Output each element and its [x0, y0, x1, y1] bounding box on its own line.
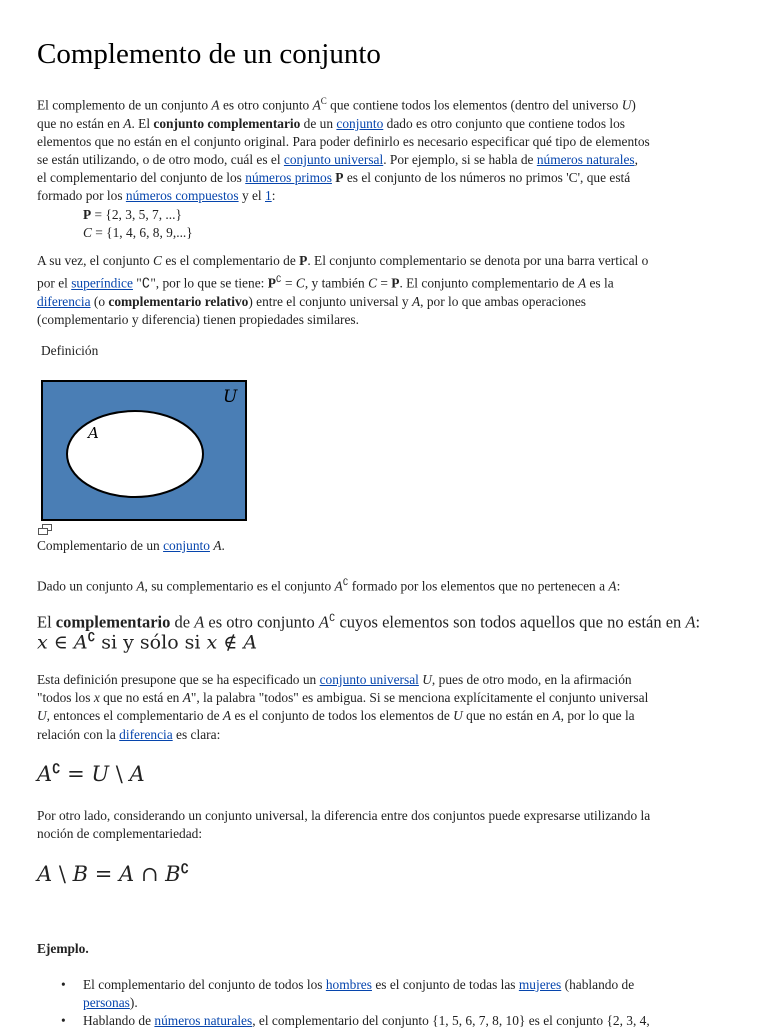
- notation-paragraph: [37, 252, 737, 329]
- intro-line-6: formado por los números compuestos y el 1:: [37, 188, 276, 204]
- set-p-definition: P = {2, 3, 5, 7, ...}: [83, 206, 182, 222]
- link-superindice[interactable]: superíndice: [71, 275, 133, 291]
- page-title: Complemento de un conjunto: [37, 38, 381, 70]
- universe-label: U: [223, 387, 238, 407]
- set-a-label: A: [88, 424, 99, 442]
- notation-line-3: diferencia (o complementario relativo) entre el conjunto universal y A, por lo que ambas operaciones: [37, 293, 586, 309]
- link-conjunto[interactable]: conjunto: [336, 115, 384, 131]
- intro-paragraph: [37, 92, 737, 242]
- link-numeros-compuestos[interactable]: números compuestos: [125, 188, 239, 204]
- notation-line-2: por el superíndice "∁", por lo que se tiene: P∁ = C, y también C = P. El conjunto complementario de A es la: [37, 274, 614, 291]
- set-c-definition: C = {1, 4, 6, 8, 9,...}: [83, 224, 193, 240]
- difference-paragraph: Por otro lado, considerando un conjunto universal, la diferencia entre dos conjuntos puede expresarse utilizando la noción de complementariedad:: [37, 808, 651, 842]
- intro-line-5: el complementario del conjunto de los números primos P es el conjunto de los números no primos 'C', que está: [37, 170, 631, 186]
- given-set-paragraph: Dado un conjunto A, su complementario es el conjunto A∁ formado por los elementos que no pertenecen a A:: [37, 577, 621, 594]
- link-hombres[interactable]: hombres: [325, 977, 372, 992]
- intro-line-3: elementos que no están en el conjunto original. Para poder definirlo es necesario especificar qué tipo de elementos: [37, 133, 650, 149]
- link-personas[interactable]: personas: [83, 995, 130, 1011]
- link-mujeres[interactable]: mujeres: [518, 977, 562, 992]
- notation-line-1: A su vez, el conjunto C es el complementario de P. El conjunto complementario se denota por una barra vertical o: [37, 253, 649, 268]
- link-diferencia[interactable]: diferencia: [37, 293, 91, 309]
- complement-formula: A∁ = U \ A: [37, 762, 145, 786]
- link-conjunto-universal[interactable]: conjunto universal: [283, 152, 384, 168]
- link-numeros-primos[interactable]: números primos: [245, 170, 332, 186]
- list-item: • Hablando de números naturales, el complementario del conjunto {1, 5, 6, 7, 8, 10} es el conjunto {2, 3, 4,: [37, 1012, 737, 1030]
- universal-set-paragraph: Esta definición presupone que se ha especificado un conjunto universal U, pues de otro modo, en la afirmación "todos los x que no está en A", la palabra "todos" es ambigua. Si se menciona explícitamente el conjunto universal U, entonces el complementario de A es el conjunto de todos los elementos de U que no están en A, por lo que la relación con la diferencia es clara:: [37, 672, 649, 742]
- notation-line-4: (complementario y diferencia) tienen propiedades similares.: [37, 312, 359, 328]
- figure-heading: Definición: [41, 343, 99, 358]
- example-heading: Ejemplo.: [37, 941, 89, 956]
- difference-formula: A \ B = A ∩ B∁: [37, 862, 189, 886]
- definition-statement: El complementario de A es otro conjunto A∁ cuyos elementos son todos aquellos que no están en A:: [37, 612, 701, 632]
- link-conjunto-caption[interactable]: conjunto: [163, 538, 210, 553]
- intro-line-2: que no están en A. El conjunto complementario de un conjunto dado es otro conjunto que contiene todos los: [37, 115, 626, 131]
- complement-venn-diagram: [41, 380, 251, 522]
- intro-line-1: El complemento de un conjunto A es otro conjunto $A^C$ que contiene todos los elementos (dentro del universo U): [37, 96, 636, 113]
- enlarge-icon[interactable]: [38, 524, 52, 535]
- link-numeros-naturales[interactable]: números naturales: [536, 152, 635, 168]
- example-list: [37, 976, 737, 1031]
- definition-formula: x ∈ A∁ si y sólo si x ∉ A: [37, 630, 258, 654]
- list-item: • El complementario del conjunto de todos los hombres es el conjunto de todas las mujeres (hablando de personas).: [37, 976, 737, 1012]
- link-conjunto-universal-2[interactable]: conjunto universal: [319, 672, 419, 687]
- intro-line-4: se están utilizando, o de otro modo, cuál es el conjunto universal. Por ejemplo, si se habla de números naturales,: [37, 152, 638, 168]
- link-uno[interactable]: 1: [265, 188, 272, 204]
- link-numeros-naturales-2[interactable]: números naturales: [154, 1013, 253, 1029]
- link-diferencia-2[interactable]: diferencia: [119, 726, 173, 742]
- figure-caption: Complementario de un conjunto A.: [37, 538, 225, 553]
